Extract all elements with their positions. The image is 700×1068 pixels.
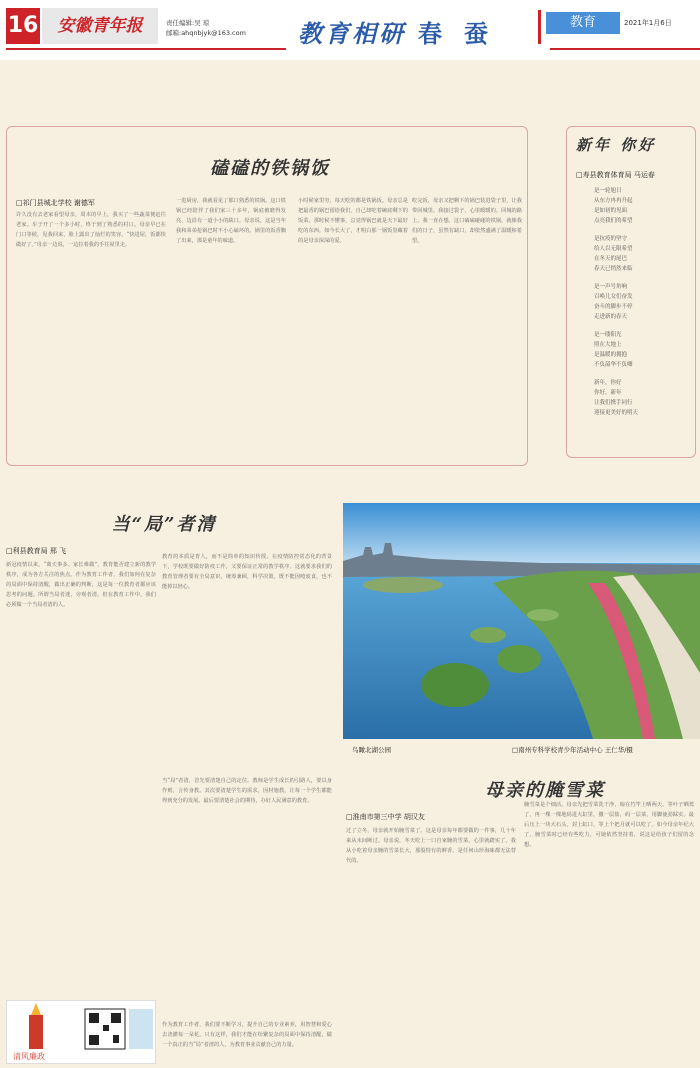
lake-park-photo	[343, 503, 700, 739]
poem-line: 是一声号角响	[594, 284, 628, 290]
page-number: 16	[6, 8, 40, 44]
article-byline: □利县教育局 邢 飞	[6, 547, 67, 555]
article-byline: □祁门县城北学校 谢德军	[16, 199, 95, 207]
aerial-lake-illustration	[343, 503, 700, 739]
column-subtitle: 春蚕	[418, 19, 510, 48]
article-column: 当“局”者清，首先要清楚自己的定位。教师是学生成长的引路人，要以身作则，言传身教。其次要清楚学生的需求，因材施教，让每一个学生都能得到充分的发展。最后要清楚社会的期待，办好人民满意的教育。	[162, 778, 332, 804]
poem-line: 从东方冉冉升起	[594, 198, 633, 204]
poem-line: 春天已悄然来临	[594, 266, 633, 272]
article-column: 吃完饭，母亲又把剩下的锅巴装进袋子里，让我带回城里。我接过袋子，心里暖暖的。回城的路上，我一直在想，这口磕磕碰碰的铁锅，就像我们的日子，虽然有缺口，却依然盛满了温暖和希望。	[412, 198, 522, 244]
poem-line: 是抗疫的坚守	[594, 236, 628, 242]
article-column: 许久没有去老家看望母亲，周末的早上，我买了一些蔬菜便赶往老家。车子开了一个多小时，终于到了熟悉的村口。母亲早已在门口等候，见我回来，脸上露出了灿烂的笑容。“快进屋，饭都快做好了。”母亲一边说，一边拉着我的手往屋里走。	[16, 212, 166, 248]
email-line: 邮箱:ahqnbjyk@163.com	[166, 29, 246, 37]
article-title: 磕磕的铁锅饭	[210, 158, 330, 179]
article-column: 小时候家里穷，每天吃的都是铁锅饭。母亲总是把最香的锅巴留给我们，自己却吃着碗底剩下的饭菜。那时候不懂事，总觉得锅巴就是天下最好吃的东西。如今长大了，才明白那一锅饭里藏着的是母亲深深的爱。	[298, 198, 408, 244]
article-column: 腌雪菜是个细活。母亲先把雪菜洗干净，晾在竹竿上晒两天，等叶子晒蔫了，再一棵一棵地码进大缸里，撒一层盐，码一层菜，用脚使劲踩实。最后压上一块大石头，封上缸口，等上个把月就可以吃了。如今母亲年纪大了，腌雪菜时已经有些吃力，可她依然坚持着，说这是给孩子们留的念想。	[524, 802, 694, 848]
poem-title: 新年 你好	[576, 136, 657, 154]
editor-info	[166, 18, 246, 38]
article-column: 新冠疫情以来，“离天事多、家长难做”，教育能否建立新的教学秩序，成为各方关注的焦点。作为教育工作者，我们如何在复杂的局面中保持清醒，做出正确的判断，这是每一位教育者都应该思考的问题。所谓当局者迷，旁观者清，但在教育工作中，我们必须做一个当局者清的人。	[6, 562, 156, 608]
divider-bar	[538, 10, 541, 44]
poem-line: 奋斗的脚步不停	[594, 304, 633, 310]
poem-line: 不负韶华不负卿	[594, 362, 633, 368]
article-column: 过了立冬，母亲就开始腌雪菜了。这是母亲每年都要做的一件事，几十年来从未间断过。母亲说，冬天吃上一口自家腌的雪菜，心里就踏实了。我从小吃着母亲腌的雪菜长大，那股特有的鲜香，是任何山珍海味都无法替代的。	[346, 828, 516, 864]
poem-line: 是一缕阳光	[594, 332, 622, 338]
poem-line: 你好，新年	[594, 390, 622, 396]
poem-line: 走进新的春天	[594, 314, 628, 320]
article-column: 作为教育工作者，我们要不断学习，提升自己的专业素养，用智慧和爱心去浇灌每一朵花。只有这样，我们才能在纷繁复杂的局面中保持清醒，做一个真正的当“局”者清的人，为教育事业贡献自己的力量。	[162, 1022, 332, 1048]
article-title: 母亲的腌雪菜	[485, 780, 605, 801]
article-title: 当“局”者清	[111, 514, 217, 535]
article-column: 一进厨房，我就看见了那口熟悉的铁锅。这口铁锅已经陪伴了我们家三十多年，锅底被磨得发亮，边沿有一道小小的缺口。母亲说，这是当年我和弟弟抢锅巴时不小心磕坏的。锅里的饭香飘了出来，那是童年的味道。	[176, 198, 286, 244]
photo-caption-right: □南州专科学校青少年活动中心 王仁华/摄	[512, 746, 633, 754]
masthead-rule-right	[550, 48, 700, 50]
poem-line: 新年，你好	[594, 380, 622, 386]
masthead	[0, 0, 700, 60]
editor-line: 责任编辑:吴 琼	[166, 19, 210, 27]
poem-line: 照在大地上	[594, 342, 622, 348]
paper-name: 安徽青年报	[42, 8, 158, 44]
poem-line: 是温暖的拥抱	[594, 352, 628, 358]
photo-caption-left: 鸟瞰北湖公园	[352, 746, 391, 754]
poem-line: 迎接更美好的明天	[594, 410, 639, 416]
column-title: 教育相研	[298, 19, 406, 48]
poem-line: 在冬天的尾巴	[594, 256, 628, 262]
poem-line: 让我们携手同行	[594, 400, 633, 406]
poem-line: 召唤儿女们奋发	[594, 294, 633, 300]
issue-date: 2021年1月6日	[624, 19, 672, 27]
poem-line: 是如初的见面	[594, 208, 628, 214]
poem-line: 是一轮旭日	[594, 188, 622, 194]
masthead-rule	[6, 48, 286, 50]
article-byline: □淮南市第三中学 胡汉友	[346, 813, 425, 821]
poem-line: 给人以无限希望	[594, 246, 633, 252]
advertisement	[6, 1000, 156, 1064]
article-column: 教育的本质是育人，而不是简单的知识传授。在疫情防控常态化的背景下，学校既要做好防疫工作，又要保证正常的教学秩序。这就要求我们的教育管理者要有全局意识，统筹兼顾，科学决策，既不能因噎废食，也不能掉以轻心。	[162, 554, 332, 590]
poem-byline: □寿县教育体育局 马运春	[576, 171, 655, 179]
issue-tag: 教育	[546, 12, 620, 34]
poem-line: 点亮我们的希望	[594, 218, 633, 224]
ad-label: 清风廉政	[13, 1052, 45, 1061]
